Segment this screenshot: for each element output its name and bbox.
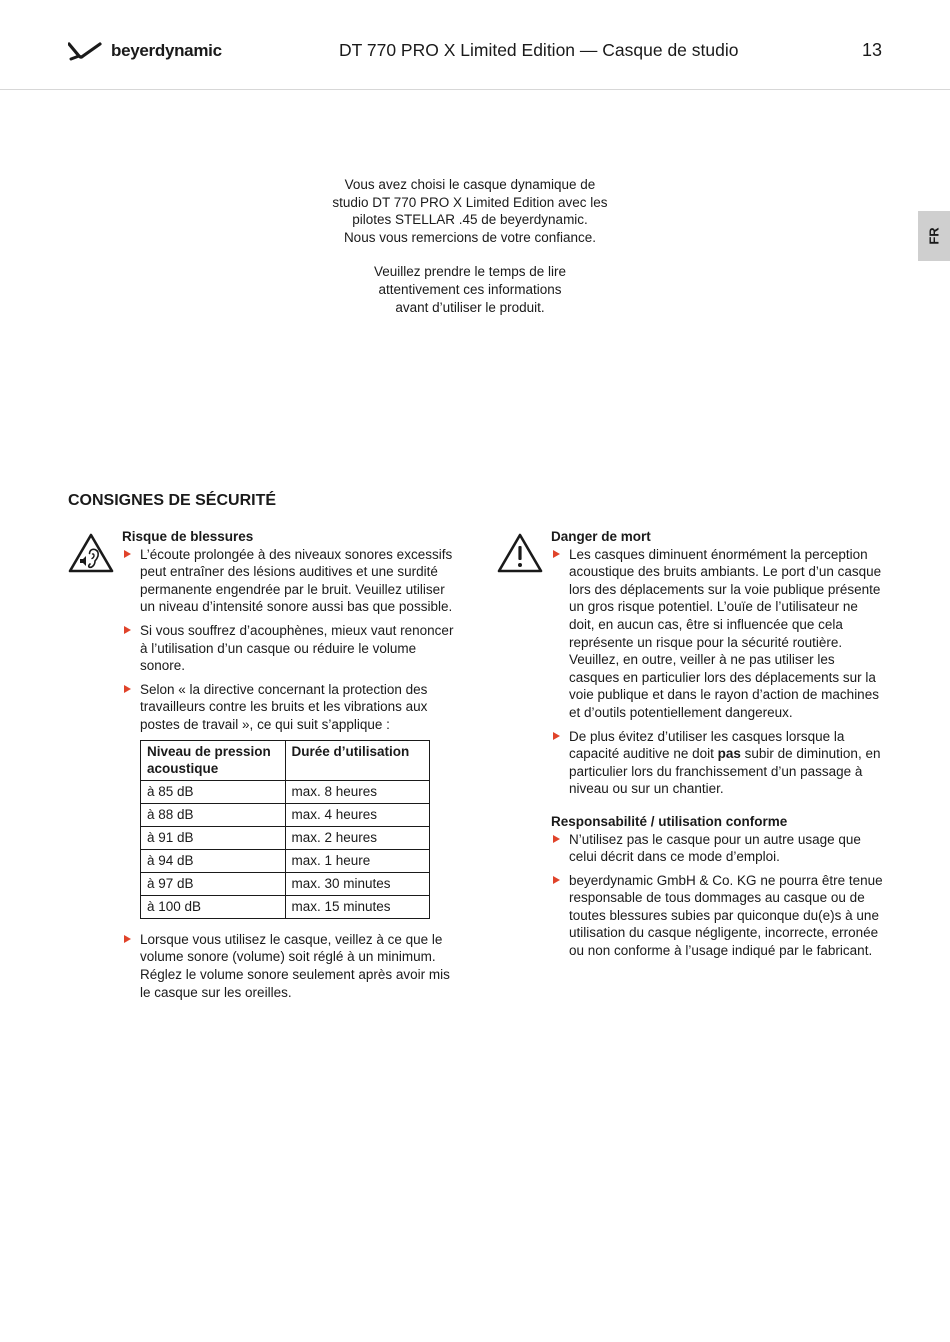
table-cell: max. 8 heures [285,780,430,803]
table-header: Niveau de pression acoustique [141,740,286,780]
danger-content [551,528,887,960]
list-item [122,546,458,616]
section-title: CONSIGNES DE SÉCURITÉ [68,492,277,509]
table-cell: à 85 dB [141,780,286,803]
table-cell: à 88 dB [141,803,286,826]
intro-line: attentivement ces informations [378,281,562,297]
table-cell: max. 1 heure [285,849,430,872]
exclamation-warning-icon [497,532,543,574]
danger-heading: Danger de mort [551,529,651,544]
table-row [141,849,430,872]
injury-risk-list [122,546,458,734]
list-item [551,728,887,798]
brand-logo [68,40,222,62]
bullet-arrow-icon [553,835,560,843]
emphasis-text: pas [717,746,741,762]
brand-name: beyerdynamic [111,41,222,60]
list-item-text: Si vous souffrez d’acouphènes, mieux vaut renoncer à l’utilisation d’un casque ou réduire le volume sonore. [140,622,454,674]
bullet-arrow-icon [124,550,131,558]
intro-line: Nous vous remercions de votre confiance. [343,229,597,245]
list-item-text: beyerdynamic GmbH & Co. KG ne pourra être tenue responsable de tous dommages au casque ou de toutes blessures subies par quiconque du(e)s à une utilisation du casque négligente, incorrecte, erronée ou non conforme à l’usage indiqué par le fabricant. [569,872,883,959]
table-row [141,803,430,826]
injury-risk-content [122,528,458,1001]
table-cell: à 91 dB [141,826,286,849]
list-item-text: Selon « la directive concernant la protection des travailleurs contre les bruits et les vibrations aux postes de travail », ce qui suit s’applique : [140,681,428,732]
liability-list [551,831,887,960]
list-item [122,931,458,1001]
list-item [551,831,887,866]
table-header: Durée d’utilisation [285,740,430,780]
table-row [141,826,430,849]
list-item-text: Les casques diminuent énormément la perception acoustique des bruits ambiants. Le port d’un casque lors des déplacements sur la voie publique présente un gros risque potentiel. L’ouïe de l’utilisateur ne doit, en aucun cas, être si influencée que cela représente un risque pour la sécurité routière. Veuillez, en outre, veiller à ne pas utiliser les casques en particulier lors des déplacements sur la voie publique et dans le rayon d’action de machines et d’outils potentiellement dangereux. [569,546,882,720]
table-cell: à 100 dB [141,895,286,918]
table-cell: max. 4 heures [285,803,430,826]
bullet-arrow-icon [553,732,560,740]
list-item [551,872,887,960]
list-item-text: L’écoute prolongée à des niveaux sonores excessifs peut entraîner des lésions auditives et une surdité permanente engendrée par le bruit. Veuillez utiliser un niveau d’intensité sonore aussi bas que possible. [140,546,453,615]
intro-text [300,176,640,333]
bullet-arrow-icon [124,626,131,634]
list-item [551,546,887,722]
table-row [141,872,430,895]
injury-risk-list-continued [122,931,458,1001]
bullet-arrow-icon [553,876,560,884]
list-item-text-part: De plus évitez d’utiliser les casques lorsque la capacité auditive ne doit [569,728,845,762]
table-cell: max. 2 heures [285,826,430,849]
intro-line: studio DT 770 PRO X Limited Edition avec les [332,194,608,210]
liability-heading: Responsabilité / utilisation conforme [551,813,788,829]
beyerdynamic-logo-icon [68,40,102,62]
table-cell: max. 15 minutes [285,895,430,918]
page-number: 13 [861,40,882,60]
intro-paragraph-1 [300,176,640,246]
intro-line: avant d’utiliser le produit. [395,299,545,315]
left-column [68,528,458,1007]
bullet-arrow-icon [553,550,560,558]
page-header [0,0,950,90]
list-item [122,681,458,734]
bullet-arrow-icon [124,935,131,943]
language-tab-label: FR [926,227,942,245]
list-item-text: Lorsque vous utilisez le casque, veillez à ce que le volume sonore (volume) soit réglé à un minimum. Réglez le volume sonore seulement après avoir mis le casque sur les oreilles. [140,931,450,1000]
bullet-arrow-icon [124,685,131,693]
intro-line: Vous avez choisi le casque dynamique de [344,177,596,192]
table-cell: à 97 dB [141,872,286,895]
language-tab [918,211,950,261]
injury-risk-heading: Risque de blessures [122,529,254,544]
list-item-text: N’utilisez pas le casque pour un autre usage que celui décrit dans ce mode d’emploi. [569,831,861,865]
exposure-table [140,740,430,919]
right-column [497,528,887,966]
table-row [141,780,430,803]
table-header-row [141,740,430,780]
list-item-text [569,729,880,797]
document-title: DT 770 PRO X Limited Edition — Casque de studio [339,40,739,60]
list-item [122,622,458,675]
danger-list [551,546,887,798]
hearing-warning-icon [68,532,114,574]
intro-paragraph-2 [300,263,640,316]
table-cell: max. 30 minutes [285,872,430,895]
table-row [141,895,430,918]
list-item-text-part: subir de diminution, en particulier lors du franchissement d’un passage à niveau ou sur un chantier. [569,746,881,797]
table-cell: à 94 dB [141,849,286,872]
intro-line: pilotes STELLAR .45 de beyerdynamic. [352,212,588,228]
intro-line: Veuillez prendre le temps de lire [373,264,567,280]
